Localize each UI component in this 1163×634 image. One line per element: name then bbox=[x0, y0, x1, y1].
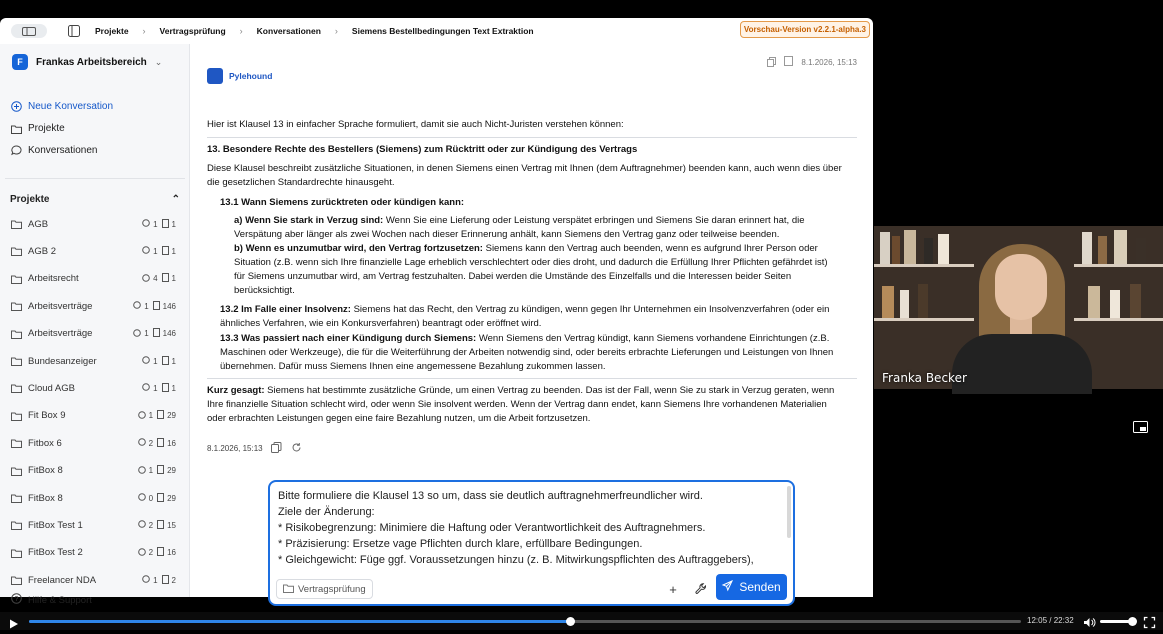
previous-message-meta bbox=[767, 56, 857, 68]
folder-icon bbox=[11, 356, 22, 366]
document-count bbox=[157, 465, 176, 476]
composer-input[interactable]: Bitte formuliere die Klausel 13 so um, dass sie deutlich auftragnehmerfreundlicher wird. Ziele der Änderung: * Risikobegrenzung: Minimiere die Haftung oder Verantwortlichkeit des Auftragnehmers. * Präzisierung: Ersetze vage Pflichten durch klare, erfüllbare Bedingungen. * Gleichgewicht: Füge ggf. Voraussetzungen hinzu (z. B. Mitwirkungspflichten des Auftraggebers), bbox=[278, 490, 754, 566]
chat-count-icon bbox=[142, 575, 153, 585]
time-display: 12:05 / 22:32 bbox=[1027, 616, 1074, 625]
projects-section-header[interactable] bbox=[10, 194, 180, 205]
chat-count-value: 1 bbox=[153, 383, 158, 393]
folder-icon bbox=[11, 520, 22, 530]
nav-conversations-label: Konversationen bbox=[28, 145, 98, 156]
document-count bbox=[162, 575, 176, 586]
wrench-icon[interactable] bbox=[694, 582, 708, 596]
chat-count-value: 4 bbox=[153, 274, 158, 284]
chat-count-value: 1 bbox=[153, 246, 158, 256]
nav-conversations[interactable] bbox=[11, 145, 98, 156]
section-13-3-bold: 13.3 Was passiert nach einer Kündigung durch Siemens: bbox=[220, 333, 477, 344]
folder-icon bbox=[11, 575, 22, 585]
document-icon bbox=[162, 356, 172, 367]
project-name: FitBox 8 bbox=[28, 465, 63, 477]
folder-icon bbox=[11, 123, 22, 134]
help-support-link[interactable] bbox=[11, 593, 92, 607]
project-item[interactable] bbox=[11, 409, 176, 423]
participant-body bbox=[952, 334, 1092, 394]
chat-count-icon bbox=[138, 411, 149, 421]
composer-scrollbar[interactable] bbox=[787, 486, 791, 538]
video-player-controls bbox=[0, 612, 1163, 630]
project-name: Cloud AGB bbox=[28, 382, 75, 394]
nav-projects-label: Projekte bbox=[28, 123, 65, 134]
short-summary-bold: Kurz gesagt: bbox=[207, 385, 265, 396]
project-name: Arbeitsrecht bbox=[28, 273, 79, 285]
chat-count-value: 1 bbox=[153, 219, 158, 229]
section-13-1-title: 13.1 Wann Siemens zurücktreten oder kündigen kann: bbox=[220, 197, 465, 208]
document-count bbox=[153, 301, 176, 312]
chat-count-icon bbox=[142, 356, 153, 366]
book bbox=[1088, 286, 1100, 318]
plus-icon[interactable]: + bbox=[669, 581, 677, 597]
document-count bbox=[162, 273, 176, 284]
document-icon bbox=[153, 301, 163, 312]
book bbox=[900, 290, 909, 318]
chat-count-icon bbox=[133, 329, 144, 339]
chat-count-value: 1 bbox=[144, 301, 149, 311]
section-13-3-line3: übernehmen. Dafür muss Siemens Ihnen eine angemessene Bezahlung zukommen lassen. bbox=[220, 361, 606, 372]
document-icon bbox=[162, 575, 172, 586]
conversation-count bbox=[142, 575, 157, 585]
document-count-value: 29 bbox=[167, 466, 176, 476]
shelf bbox=[1074, 264, 1163, 267]
book bbox=[892, 236, 900, 264]
document-count-value: 29 bbox=[167, 493, 176, 503]
breadcrumb-projects[interactable]: Projekte bbox=[95, 26, 129, 36]
document-icon bbox=[157, 547, 167, 558]
nav-projects[interactable] bbox=[11, 123, 65, 134]
bot-header bbox=[207, 68, 272, 84]
project-item[interactable] bbox=[11, 518, 176, 532]
project-name: Fitbox 6 bbox=[28, 437, 62, 449]
help-icon bbox=[11, 593, 22, 607]
play-icon bbox=[9, 619, 19, 629]
document-count-value: 16 bbox=[167, 438, 176, 448]
workspace-switcher[interactable] bbox=[12, 54, 162, 70]
project-chip[interactable] bbox=[276, 579, 373, 599]
book bbox=[918, 284, 928, 318]
section-13-2-line1: Siemens hat das Recht, den Vertrag zu kündigen, wenn gegen Ihr Unternehmen ein Insolvenzverfahren (oder ein bbox=[350, 304, 830, 315]
shelf bbox=[874, 264, 974, 267]
book bbox=[904, 230, 916, 264]
document-count bbox=[157, 493, 176, 504]
document-count-value: 146 bbox=[162, 301, 176, 311]
project-name: FitBox Test 2 bbox=[28, 547, 83, 559]
book bbox=[880, 232, 890, 264]
conversation-count bbox=[138, 493, 153, 503]
volume-handle[interactable] bbox=[1128, 617, 1137, 626]
seek-bar[interactable] bbox=[29, 620, 1021, 623]
project-item[interactable] bbox=[11, 436, 176, 450]
shelf bbox=[874, 318, 974, 321]
copy-icon[interactable] bbox=[767, 57, 776, 67]
section-13-2 bbox=[220, 303, 856, 331]
fullscreen-icon bbox=[1144, 617, 1155, 628]
conversation-count bbox=[133, 329, 148, 339]
new-conversation-button[interactable] bbox=[11, 101, 113, 112]
conversation-count bbox=[138, 466, 153, 476]
project-item[interactable] bbox=[11, 546, 176, 560]
conversation-count bbox=[142, 356, 157, 366]
folder-icon bbox=[11, 466, 22, 476]
book bbox=[1110, 290, 1120, 318]
section-13-2-line2: ähnliches Verfahren, wie ein Konkursverfahren) beantragt oder eröffnet wird. bbox=[220, 318, 542, 329]
chat-count-icon bbox=[142, 274, 153, 284]
conversation-count bbox=[138, 411, 153, 421]
document-icon bbox=[157, 520, 167, 531]
item-a-line1: Wenn Sie eine Lieferung oder Leistung verspätet erbringen und Siemens Sie daran erinnert hat, die bbox=[383, 215, 805, 226]
document-count-value: 15 bbox=[167, 520, 176, 530]
document-count-value: 1 bbox=[171, 356, 176, 366]
project-item[interactable] bbox=[11, 327, 176, 341]
conversation-count bbox=[138, 520, 153, 530]
project-item[interactable] bbox=[11, 464, 176, 478]
doc-icon bbox=[784, 56, 793, 68]
chat-count-value: 1 bbox=[144, 329, 149, 339]
panel-icon[interactable] bbox=[67, 24, 81, 38]
document-icon bbox=[162, 383, 172, 394]
document-count-value: 146 bbox=[162, 329, 176, 339]
folder-icon bbox=[11, 411, 22, 421]
project-name: AGB bbox=[28, 218, 49, 230]
participant-face bbox=[995, 254, 1047, 320]
document-icon bbox=[162, 273, 172, 284]
chevron-right-icon: › bbox=[239, 26, 243, 36]
divider bbox=[207, 137, 857, 138]
document-icon bbox=[153, 328, 163, 339]
section-13-3 bbox=[220, 332, 856, 374]
project-name: Arbeitsverträge bbox=[28, 300, 93, 312]
top-bar bbox=[0, 18, 873, 44]
document-count bbox=[162, 246, 176, 257]
chat-count-value: 2 bbox=[148, 520, 154, 530]
volume-icon[interactable] bbox=[1083, 615, 1095, 633]
chat-bubble-icon bbox=[11, 145, 22, 156]
folder-icon bbox=[11, 493, 22, 503]
message-heading: 13. Besondere Rechte des Bestellers (Siemens) zum Rücktritt oder zur Kündigung des Vertrags bbox=[207, 144, 638, 155]
document-count-value: 2 bbox=[171, 575, 176, 585]
document-count bbox=[162, 383, 176, 394]
workspace-logo: F bbox=[12, 54, 28, 70]
chevron-right-icon: › bbox=[334, 26, 338, 36]
book bbox=[1098, 236, 1107, 264]
video-participant-tile bbox=[874, 226, 1163, 389]
conversation-count bbox=[138, 548, 153, 558]
project-name: Freelancer NDA bbox=[28, 574, 97, 586]
chat-count-icon bbox=[138, 493, 149, 503]
chat-count-value: 0 bbox=[148, 493, 154, 503]
breadcrumb-project[interactable]: Vertragsprüfung bbox=[159, 26, 226, 36]
folder-icon bbox=[11, 438, 22, 448]
projects-section-title: Projekte bbox=[10, 194, 50, 205]
item-a-line2: Verspätung aber länger als zwei Wochen nach dieser Erinnerung anhält, kann Siemens den Vertrag ganz oder teilweise beenden. bbox=[234, 229, 780, 240]
folder-icon bbox=[11, 246, 22, 256]
project-name: FitBox 8 bbox=[28, 492, 63, 504]
project-name: Fit Box 9 bbox=[28, 410, 66, 422]
project-item[interactable] bbox=[11, 272, 176, 286]
item-b-line3: für Siemens unzumutbar wird, am Vertrag festzuhalten. Dabei werden die Umstände des Einzelfalls und die Interessen beider Seiten bbox=[234, 271, 792, 282]
section-13-3-line1: Wenn Siemens den Vertrag kündigt, kann Siemens vorhandene Einrichtungen (z.B. bbox=[476, 333, 830, 344]
project-item[interactable] bbox=[11, 381, 176, 395]
item-b-line1: Siemens kann den Vertrag auch beenden, wenn es aufgrund Ihrer Person oder bbox=[482, 243, 818, 254]
conversation-count bbox=[142, 246, 157, 256]
conversation-count bbox=[133, 301, 148, 311]
divider bbox=[5, 178, 185, 179]
previous-timestamp: 8.1.2026, 15:13 bbox=[801, 57, 857, 67]
chat-panel bbox=[191, 44, 873, 597]
book bbox=[924, 238, 933, 264]
book bbox=[882, 286, 894, 318]
shelf bbox=[1074, 318, 1163, 321]
conversation-count bbox=[142, 219, 157, 229]
document-count bbox=[162, 219, 176, 230]
item-a-bold: a) Wenn Sie stark in Verzug sind: bbox=[234, 215, 384, 226]
conversation-count bbox=[142, 274, 157, 284]
project-item[interactable] bbox=[11, 573, 176, 587]
document-icon bbox=[162, 219, 172, 230]
chat-count-value: 1 bbox=[153, 356, 158, 366]
chat-count-value: 1 bbox=[148, 466, 154, 476]
document-count bbox=[157, 547, 176, 558]
message-summary: Diese Klausel beschreibt zusätzliche Situationen, in denen Siemens einen Vertrag mit Ihnen (dem Auftragnehmer) beenden kann, auch wenn dies über die gesetzlichen Standardrechte hinausgeht. bbox=[207, 163, 842, 188]
folder-icon bbox=[11, 274, 22, 284]
plus-circle-icon bbox=[11, 101, 22, 112]
workspace-name: Frankas Arbeitsbereich bbox=[36, 56, 147, 68]
chat-count-icon bbox=[142, 383, 153, 393]
sidebar-icon bbox=[22, 27, 36, 36]
seek-bar-progress bbox=[29, 620, 570, 623]
seek-handle[interactable] bbox=[566, 617, 575, 626]
sidebar bbox=[0, 44, 190, 606]
short-summary-line1: Siemens hat bestimmte zusätzliche Gründe, um einen Vertrag zu beenden. Das ist der Fall, wenn Sie zu stark in Verzug geraten, wenn bbox=[264, 385, 835, 396]
help-label: Hilfe & Support bbox=[28, 594, 92, 606]
chat-count-icon bbox=[138, 438, 149, 448]
sidebar-toggle-button[interactable] bbox=[11, 24, 47, 38]
chevron-down-icon: ⌄ bbox=[154, 56, 163, 67]
folder-icon bbox=[11, 548, 22, 558]
version-badge: Vorschau-Version v2.2.1-alpha.3 bbox=[740, 21, 870, 38]
send-button[interactable] bbox=[716, 574, 787, 600]
book bbox=[1136, 238, 1146, 264]
conversation-count bbox=[138, 438, 153, 448]
document-icon bbox=[157, 410, 167, 421]
chat-count-icon bbox=[138, 548, 149, 558]
project-item[interactable] bbox=[11, 491, 176, 505]
project-name: Bundesanzeiger bbox=[28, 355, 97, 367]
project-item[interactable] bbox=[11, 299, 176, 313]
chat-count-value: 1 bbox=[148, 411, 154, 421]
project-item[interactable] bbox=[11, 244, 176, 258]
chat-count-value: 2 bbox=[148, 438, 154, 448]
book bbox=[1114, 230, 1127, 264]
participant-name: Franka Becker bbox=[882, 371, 967, 385]
project-name: Arbeitsverträge bbox=[28, 328, 93, 340]
section-13-3-line2: Maschinen oder Werkzeuge), die für die Weiterführung der Arbeiten notwendig sind, oder bereits erbrachte Lieferungen und Leistungen von Ihnen bbox=[220, 347, 834, 358]
project-name: AGB 2 bbox=[28, 245, 56, 257]
bot-name: Pylehound bbox=[229, 71, 273, 81]
folder-icon bbox=[11, 301, 22, 311]
new-conversation-label: Neue Konversation bbox=[28, 101, 114, 112]
message-meta bbox=[207, 442, 302, 455]
send-label: Senden bbox=[739, 580, 781, 594]
book bbox=[1130, 284, 1141, 318]
chevron-up-icon: ⌃ bbox=[171, 194, 180, 205]
document-count bbox=[162, 356, 176, 367]
regenerate-icon[interactable] bbox=[291, 442, 302, 455]
chat-count-icon bbox=[138, 520, 149, 530]
chat-count-value: 2 bbox=[148, 548, 154, 558]
folder-icon bbox=[11, 383, 22, 393]
chevron-right-icon: › bbox=[142, 26, 146, 36]
chat-count-icon bbox=[142, 246, 153, 256]
document-count-value: 1 bbox=[171, 383, 176, 393]
document-icon bbox=[162, 246, 172, 257]
project-name: FitBox Test 1 bbox=[28, 519, 83, 531]
book bbox=[1082, 232, 1092, 264]
section-13-2-bold: 13.2 Im Falle einer Insolvenz: bbox=[220, 304, 351, 315]
document-count-value: 29 bbox=[167, 411, 176, 421]
document-count-value: 1 bbox=[171, 246, 176, 256]
project-chip-label: Vertragsprüfung bbox=[298, 583, 366, 595]
picture-in-picture-button[interactable] bbox=[1129, 416, 1152, 437]
document-icon bbox=[157, 438, 167, 449]
play-button[interactable] bbox=[9, 616, 19, 634]
short-summary bbox=[207, 384, 857, 426]
app-window bbox=[0, 18, 873, 606]
document-icon bbox=[157, 493, 167, 504]
pip-icon bbox=[1133, 421, 1148, 433]
bot-avatar bbox=[207, 68, 223, 84]
folder-icon bbox=[11, 219, 22, 229]
chat-count-value: 1 bbox=[153, 575, 158, 585]
conversation-count bbox=[142, 383, 157, 393]
item-a bbox=[234, 214, 854, 242]
breadcrumb-current: Siemens Bestellbedingungen Text Extraktion bbox=[351, 26, 534, 36]
document-icon bbox=[157, 465, 167, 476]
svg-text:?: ? bbox=[14, 596, 19, 603]
item-b bbox=[234, 242, 854, 298]
breadcrumb-conversations[interactable]: Konversationen bbox=[256, 26, 321, 36]
copy-icon[interactable] bbox=[271, 442, 282, 455]
short-summary-line2: Ihre finanzielle Situation schlecht wird, oder wenn Sie insolvent werden. Wenn der Vertrag dann endet, kann Siemens Ihre vorhandenen Materialien bbox=[207, 399, 827, 410]
divider bbox=[207, 378, 857, 379]
document-count-value: 1 bbox=[171, 274, 176, 284]
folder-icon bbox=[11, 329, 22, 339]
fullscreen-button[interactable] bbox=[1144, 615, 1155, 633]
project-item[interactable] bbox=[11, 354, 176, 368]
document-count-value: 16 bbox=[167, 548, 176, 558]
document-count bbox=[157, 520, 176, 531]
document-count-value: 1 bbox=[171, 219, 176, 229]
book bbox=[938, 234, 949, 264]
document-count bbox=[153, 328, 176, 339]
message-composer[interactable] bbox=[268, 480, 795, 606]
document-count bbox=[157, 438, 176, 449]
message-timestamp: 8.1.2026, 15:13 bbox=[207, 444, 263, 453]
project-item[interactable] bbox=[11, 217, 176, 231]
message-intro: Hier ist Klausel 13 in einfacher Sprache formuliert, damit sie auch Nicht-Juristen verstehen können: bbox=[207, 119, 624, 130]
chat-count-icon bbox=[133, 301, 144, 311]
folder-icon bbox=[283, 583, 294, 596]
item-b-line4: berücksichtigt. bbox=[234, 285, 295, 296]
breadcrumb bbox=[95, 26, 534, 36]
document-count bbox=[157, 410, 176, 421]
chat-count-icon bbox=[142, 219, 153, 229]
send-icon bbox=[722, 580, 733, 594]
item-b-line2: Situation (z.B. wenn sich Ihre finanzielle Lage erheblich verschlechtert oder dies droht, und dadurch die Erfüllung Ihrer Pflichten gefährdet ist) bbox=[234, 257, 828, 268]
item-b-bold: b) Wenn es unzumutbar wird, den Vertrag fortzusetzen: bbox=[234, 243, 483, 254]
chat-count-icon bbox=[138, 466, 149, 476]
short-summary-line3: oder erbrachten Leistungen gegen eine faire Bezahlung nutzen, um die Arbeit fortzusetzen. bbox=[207, 413, 591, 424]
